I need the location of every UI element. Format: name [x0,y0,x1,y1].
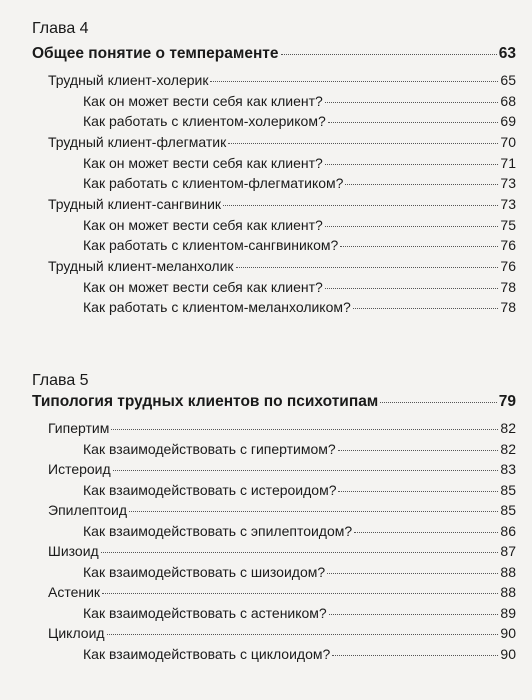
leader-dots [329,614,499,615]
leader-dots [325,102,499,103]
toc-subsection [83,299,516,315]
leader-dots [281,54,497,55]
leader-dots [228,143,498,144]
toc-section [48,72,516,88]
toc-entry-title: Как он может вести себя как клиент? [83,217,323,233]
toc-subsection [83,605,516,621]
toc-page-number: 82 [500,441,516,457]
toc-page-number: 90 [500,646,516,662]
toc-entry-title: Как он может вести себя как клиент? [83,279,323,295]
toc-entry-title: Как работать с клиентом-флегматиком? [83,175,344,191]
toc-entry-title: Шизоид [48,543,99,559]
toc-page-number: 65 [500,72,516,88]
toc-page-number: 89 [500,605,516,621]
toc-subsection [83,113,516,129]
toc-subsection [83,217,516,233]
toc-entry-title: Типология трудных клиентов по психотипам [32,393,379,410]
leader-dots [325,164,499,165]
toc-page-number: 85 [500,482,516,498]
toc-entry-title: Как работать с клиентом-сангвиником? [83,237,339,253]
leader-dots [340,246,498,247]
toc-subsection [83,155,516,171]
toc-subsection [83,175,516,191]
leader-dots [353,308,499,309]
toc-page-number: 78 [500,279,516,295]
leader-dots [380,402,496,403]
toc-entry-title: Истероид [48,461,111,477]
toc-page-number: 75 [500,217,516,233]
toc-page-number: 88 [500,584,516,600]
toc-section [48,258,516,274]
toc-section [48,543,516,559]
leader-dots [338,450,499,451]
toc-page-number: 63 [498,45,516,62]
toc-entry-title: Как взаимодействовать с эпилептоидом? [83,523,353,539]
toc-page-number: 90 [500,625,516,641]
toc-page-number: 70 [500,134,516,150]
toc-page-number: 83 [500,461,516,477]
leader-dots [107,634,499,635]
toc-entry-title: Эпилептоид [48,502,128,518]
toc-page-number: 82 [500,420,516,436]
toc-subsection [83,441,516,457]
toc-chapter-title [32,45,516,63]
leader-dots [345,184,498,185]
leader-dots [325,288,499,289]
toc-page-number: 85 [500,502,516,518]
toc-page-number: 68 [500,93,516,109]
toc-subsection [83,523,516,539]
toc-section [48,461,516,477]
leader-dots [236,267,499,268]
toc-page-number: 78 [500,299,516,315]
toc-entry-title: Как взаимодействовать с истероидом? [83,482,337,498]
leader-dots [328,122,499,123]
toc-section [48,196,516,212]
leader-dots [327,573,498,574]
leader-dots [111,429,498,430]
leader-dots [338,491,498,492]
toc-section [48,625,516,641]
toc-section [48,134,516,150]
leader-dots [223,205,498,206]
chapter-label: Глава 4 [32,20,89,37]
toc-subsection [83,279,516,295]
toc-entry-title: Трудный клиент-сангвиник [48,196,222,212]
leader-dots [210,81,498,82]
leader-dots [102,593,498,594]
toc-entry-title: Общее понятие о темпераменте [32,45,279,62]
toc-subsection [83,237,516,253]
toc-entry-title: Как работать с клиентом-холериком? [83,113,326,129]
leader-dots [101,552,499,553]
toc-entry-title: Как работать с клиентом-меланхоликом? [83,299,351,315]
toc-entry-title: Как взаимодействовать с гипертимом? [83,441,336,457]
chapter-label: Глава 5 [32,372,89,389]
toc-section [48,584,516,600]
toc-entry-title: Как взаимодействовать с циклоидом? [83,646,331,662]
toc-entry-title: Как взаимодействовать с шизоидом? [83,564,326,580]
leader-dots [129,511,498,512]
toc-chapter-title [32,393,516,411]
toc-entry-title: Трудный клиент-меланхолик [48,258,234,274]
toc-subsection [83,93,516,109]
toc-entry-title: Астеник [48,584,101,600]
toc-entry-title: Трудный клиент-холерик [48,72,209,88]
toc-page-number: 79 [498,393,516,410]
leader-dots [354,532,498,533]
toc-page-number: 73 [500,196,516,212]
toc-page-number: 76 [500,237,516,253]
toc-entry-title: Как он может вести себя как клиент? [83,93,323,109]
leader-dots [113,470,499,471]
toc-section [48,502,516,518]
toc-page-number: 87 [500,543,516,559]
leader-dots [332,655,498,656]
toc-entry-title: Трудный клиент-флегматик [48,134,227,150]
toc-page-number: 69 [500,113,516,129]
toc-entry-title: Как взаимодействовать с астеником? [83,605,327,621]
toc-entry-title: Гипертим [48,420,110,436]
toc-subsection [83,646,516,662]
toc-entry-title: Циклоид [48,625,105,641]
toc-entry-title: Как он может вести себя как клиент? [83,155,323,171]
toc-section [48,420,516,436]
toc-page-number: 76 [500,258,516,274]
toc-page-number: 88 [500,564,516,580]
toc-page-number: 73 [500,175,516,191]
leader-dots [325,226,499,227]
toc-subsection [83,482,516,498]
toc-page-number: 71 [500,155,516,171]
toc-page-number: 86 [500,523,516,539]
toc-subsection [83,564,516,580]
